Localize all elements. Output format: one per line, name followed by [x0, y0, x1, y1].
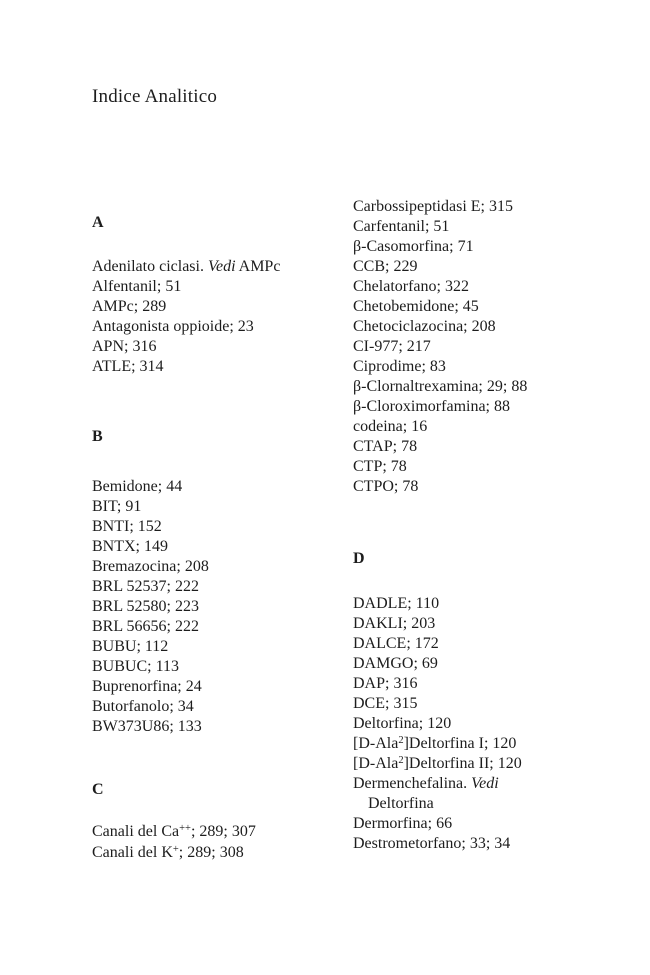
entry-text: AMPc	[235, 258, 281, 275]
index-entry	[353, 794, 608, 814]
section-d-entries	[353, 594, 608, 854]
index-entry	[92, 637, 347, 657]
entry-text: Canali del K	[92, 844, 173, 861]
entry-text: CTPO; 78	[353, 478, 419, 495]
index-entry	[353, 317, 608, 337]
entry-text: Carfentanil; 51	[353, 218, 450, 235]
entry-text: Antagonista oppioide; 23	[92, 318, 254, 335]
entry-text: BRL 52537; 222	[92, 578, 199, 595]
entry-text: DALCE; 172	[353, 635, 439, 652]
entry-text: codeina; 16	[353, 418, 428, 435]
entry-text: β-Clornaltrexamina; 29; 88	[353, 378, 528, 395]
entry-text: Carbossipeptidasi E; 315	[353, 198, 513, 215]
entry-text: BUBU; 112	[92, 638, 169, 655]
index-entry	[353, 217, 608, 237]
index-entry	[92, 821, 347, 842]
entry-text: Chetociclazocina; 208	[353, 318, 496, 335]
entry-text: Canali del Ca	[92, 823, 180, 840]
index-entry	[92, 277, 347, 297]
index-entry	[353, 634, 608, 654]
index-entry	[92, 842, 347, 863]
index-entry	[353, 654, 608, 674]
entry-text: Dermorfina; 66	[353, 815, 453, 832]
entry-text: DADLE; 110	[353, 595, 440, 612]
index-entry	[92, 717, 347, 737]
index-entry	[92, 617, 347, 637]
index-entry	[353, 614, 608, 634]
entry-text: Chetobemidone; 45	[353, 298, 479, 315]
index-entry	[353, 197, 608, 217]
entry-text: CTP; 78	[353, 458, 407, 475]
entry-text: ; 289; 308	[178, 844, 244, 861]
entry-text: Butorfanolo; 34	[92, 698, 194, 715]
index-entry	[92, 557, 347, 577]
section-b-entries	[92, 477, 347, 737]
section-c-entries	[92, 821, 347, 863]
entry-text: CI-977; 217	[353, 338, 431, 355]
index-entry	[353, 754, 608, 774]
entry-text: CCB; 229	[353, 258, 418, 275]
index-entry	[353, 814, 608, 834]
index-entry	[353, 257, 608, 277]
entry-text: ]Deltorfina II; 120	[403, 755, 522, 772]
entry-text: Buprenorfina; 24	[92, 678, 202, 695]
entry-text: Bemidone; 44	[92, 478, 183, 495]
index-entry	[353, 477, 608, 497]
entry-text: APN; 316	[92, 338, 157, 355]
entry-text: ; 289; 307	[190, 823, 256, 840]
index-entry	[92, 597, 347, 617]
index-entry	[92, 537, 347, 557]
index-entry	[353, 357, 608, 377]
index-entry	[92, 297, 347, 317]
index-entry	[353, 674, 608, 694]
section-heading-a: A	[92, 214, 104, 231]
index-entry	[353, 457, 608, 477]
index-entry	[92, 517, 347, 537]
entry-text: DAMGO; 69	[353, 655, 438, 672]
superscript-text: ++	[179, 822, 191, 834]
entry-text: Destrometorfano; 33; 34	[353, 835, 511, 852]
entry-text: DAKLI; 203	[353, 615, 436, 632]
index-entry	[353, 417, 608, 437]
entry-text: Bremazocina; 208	[92, 558, 209, 575]
index-entry	[353, 437, 608, 457]
entry-text: BUBUC; 113	[92, 658, 179, 675]
entry-text: CTAP; 78	[353, 438, 418, 455]
entry-text: DAP; 316	[353, 675, 418, 692]
section-c-continued-entries	[353, 197, 608, 497]
index-entry	[92, 257, 347, 277]
index-entry	[92, 497, 347, 517]
entry-text: BIT; 91	[92, 498, 142, 515]
index-entry	[353, 397, 608, 417]
entry-text: BNTX; 149	[92, 538, 168, 555]
index-entry	[353, 237, 608, 257]
index-entry	[92, 657, 347, 677]
entry-text: Chelatorfano; 322	[353, 278, 469, 295]
cross-reference-text: Vedi	[207, 258, 236, 275]
index-entry	[92, 477, 347, 497]
index-entry	[92, 317, 347, 337]
entry-text: Deltorfina	[368, 795, 434, 812]
index-entry	[92, 577, 347, 597]
entry-text: Adenilato ciclasi.	[92, 258, 208, 275]
section-heading-d: D	[353, 550, 365, 567]
page-title: Indice Analitico	[92, 86, 218, 107]
index-entry	[353, 297, 608, 317]
superscript-text: +	[172, 843, 179, 855]
entry-text: DCE; 315	[353, 695, 418, 712]
index-entry	[353, 694, 608, 714]
index-entry	[353, 714, 608, 734]
entry-text: Deltorfina; 120	[353, 715, 452, 732]
section-a-entries	[92, 257, 347, 377]
index-entry	[353, 337, 608, 357]
index-entry	[92, 697, 347, 717]
entry-text: AMPc; 289	[92, 298, 167, 315]
superscript-text: 2	[398, 754, 404, 766]
entry-text: BRL 52580; 223	[92, 598, 199, 615]
section-heading-c: C	[92, 781, 104, 798]
index-entry	[353, 774, 608, 794]
index-entry	[353, 834, 608, 854]
entry-text: Ciprodime; 83	[353, 358, 446, 375]
index-entry	[353, 594, 608, 614]
index-entry	[353, 734, 608, 754]
entry-text: BNTI; 152	[92, 518, 162, 535]
index-entry	[353, 277, 608, 297]
entry-text: Dermenchefalina.	[353, 775, 472, 792]
entry-text: Alfentanil; 51	[92, 278, 182, 295]
entry-text: BRL 56656; 222	[92, 618, 199, 635]
index-entry	[92, 677, 347, 697]
entry-text: BW373U86; 133	[92, 718, 202, 735]
cross-reference-text: Vedi	[471, 775, 499, 792]
entry-text: [D-Ala	[353, 755, 399, 772]
index-entry	[92, 337, 347, 357]
entry-text: β-Casomorfina; 71	[353, 238, 474, 255]
entry-text: ]Deltorfina I; 120	[403, 735, 517, 752]
index-entry	[92, 357, 347, 377]
entry-text: β-Cloroximorfamina; 88	[353, 398, 510, 415]
index-entry	[353, 377, 608, 397]
entry-text: ATLE; 314	[92, 358, 164, 375]
section-heading-b: B	[92, 428, 103, 445]
entry-text: [D-Ala	[353, 735, 399, 752]
superscript-text: 2	[398, 734, 404, 746]
